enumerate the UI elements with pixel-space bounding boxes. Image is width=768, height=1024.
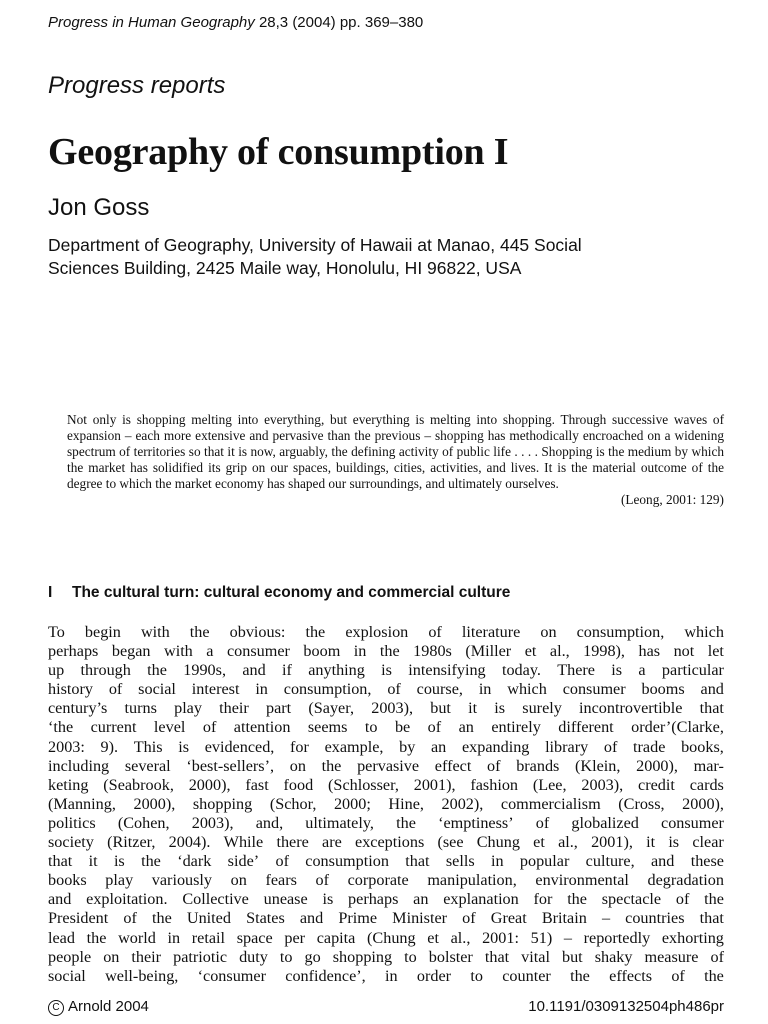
word: (Lee,	[532, 775, 567, 794]
word: different	[558, 718, 614, 737]
word: confidence’,	[285, 966, 366, 985]
word: cards	[689, 775, 724, 794]
word: 2003),	[581, 775, 624, 794]
word: the	[704, 966, 724, 985]
word: for	[290, 737, 309, 756]
word: patriotic	[173, 947, 228, 966]
word: is	[113, 852, 125, 871]
word: explosion	[345, 623, 409, 641]
section-label: Progress reports	[48, 72, 226, 99]
word: of	[710, 947, 724, 966]
word: sells	[445, 852, 475, 871]
word: not	[673, 642, 695, 661]
word: the	[704, 890, 724, 909]
word: ‘emptiness’	[438, 813, 514, 832]
body-line	[48, 738, 724, 757]
word: of	[487, 756, 501, 775]
journal-citation: 28,3 (2004) pp. 369–380	[258, 14, 424, 31]
word: their	[131, 947, 162, 966]
word: clear	[692, 833, 724, 852]
affiliation-line: Sciences Building, 2425 Maile way, Honolulu, HI 96822, USA	[48, 258, 522, 278]
word: order’(Clarke,	[631, 718, 724, 737]
word: 2002),	[441, 794, 484, 813]
word: unease	[263, 890, 308, 909]
word: in	[490, 852, 504, 871]
copyright-icon: C	[48, 1000, 64, 1016]
word: consumption	[305, 852, 389, 871]
word: through	[80, 661, 131, 680]
word: 2000),	[682, 794, 724, 813]
journal-name: Progress in Human Geography	[48, 14, 255, 31]
word: particular	[661, 661, 724, 680]
word: an	[431, 737, 447, 756]
word: on	[540, 623, 557, 641]
body-line	[48, 929, 724, 948]
word: fears	[265, 871, 297, 890]
word: which	[507, 680, 547, 699]
word: bolster	[428, 947, 473, 966]
word: world	[118, 928, 156, 947]
word: begin	[84, 623, 121, 641]
word: library	[545, 737, 589, 756]
word: the	[570, 966, 590, 985]
word: 51)	[530, 928, 553, 947]
word: to	[470, 966, 483, 985]
word: part	[266, 699, 292, 718]
word: and	[700, 680, 724, 699]
word: play	[105, 871, 134, 890]
word: well-being,	[105, 966, 179, 985]
word: shopping	[332, 947, 393, 966]
word: is	[322, 890, 334, 909]
body-line	[48, 795, 724, 814]
word: countries	[625, 909, 685, 928]
section-number: I	[48, 584, 53, 601]
word: commercialism	[500, 794, 601, 813]
word: are	[322, 833, 342, 852]
word: the	[567, 890, 587, 909]
word: variously	[151, 871, 213, 890]
word: 1990s,	[183, 661, 226, 680]
word: perhaps	[348, 890, 399, 909]
body-line	[48, 852, 724, 871]
word: up	[48, 661, 65, 680]
word: brands	[516, 756, 560, 775]
word: exhorting	[661, 928, 724, 947]
word: attention	[233, 718, 291, 737]
word: books	[48, 871, 87, 890]
word: history	[48, 680, 93, 699]
word: century’s	[48, 699, 108, 718]
word: the	[321, 756, 342, 775]
word: in	[167, 928, 181, 947]
word: (Ritzer,	[107, 833, 156, 852]
word: (Schor,	[269, 794, 317, 813]
word: –	[601, 909, 611, 928]
word: et	[533, 833, 545, 852]
word: be	[394, 718, 411, 737]
word: incontrovertible	[579, 699, 683, 718]
body-line	[48, 833, 724, 852]
body-line	[48, 680, 724, 699]
word: it	[468, 699, 478, 718]
body-line	[48, 967, 724, 986]
word: and	[48, 890, 72, 909]
word: obvious:	[229, 623, 286, 641]
word: per	[284, 928, 306, 947]
word: capita	[316, 928, 356, 947]
word: is	[611, 661, 623, 680]
word: social	[48, 966, 86, 985]
word: evidenced,	[204, 737, 275, 756]
word: and,	[255, 813, 284, 832]
word: of	[427, 718, 442, 737]
word: fashion	[470, 775, 519, 794]
word: 2003:	[48, 737, 85, 756]
word: shopping	[192, 794, 253, 813]
word: that	[48, 852, 73, 871]
word: to	[404, 947, 417, 966]
word: measure	[644, 947, 699, 966]
word: –	[563, 928, 572, 947]
word: 2003),	[371, 699, 414, 718]
word: ‘consumer	[197, 966, 266, 985]
word: but	[430, 699, 451, 718]
word: 2000),	[133, 794, 176, 813]
word: people	[48, 947, 92, 966]
word: boom	[303, 642, 341, 661]
word: example,	[324, 737, 384, 756]
word: 2001:	[482, 928, 519, 947]
word: 2000),	[636, 756, 678, 775]
word: on	[289, 756, 306, 775]
body-line	[48, 757, 724, 776]
word: exceptions	[355, 833, 425, 852]
word: duty	[239, 947, 268, 966]
word: is	[494, 699, 506, 718]
word: it	[88, 852, 98, 871]
word: the	[141, 852, 161, 871]
word: popular	[519, 852, 570, 871]
word: the	[305, 623, 326, 641]
word: in	[255, 680, 268, 699]
word: (Sayer,	[308, 699, 355, 718]
word: al.,	[549, 642, 570, 661]
word: of	[535, 813, 550, 832]
word: level	[153, 718, 186, 737]
body-line	[48, 871, 724, 890]
word: 1998),	[583, 642, 625, 661]
epigraph-citation: (Leong, 2001: 129)	[620, 492, 724, 508]
word: shaky	[594, 947, 633, 966]
word: Collective	[182, 890, 249, 909]
word: with	[164, 642, 193, 661]
word: President	[48, 909, 109, 928]
word: of	[428, 623, 442, 641]
body-line	[48, 948, 724, 967]
epigraph-quote	[67, 412, 724, 509]
word: (Manning,	[48, 794, 116, 813]
word: society	[48, 833, 94, 852]
word: manipulation,	[427, 871, 517, 890]
word: there	[276, 833, 309, 852]
word: 2000),	[188, 775, 231, 794]
word: politics	[48, 813, 96, 832]
word: several	[124, 756, 171, 775]
word: 2003),	[191, 813, 234, 832]
word: consumer	[562, 680, 626, 699]
word: degradation	[647, 871, 724, 890]
word: social	[138, 680, 176, 699]
word: counter	[502, 966, 551, 985]
body-line	[48, 776, 724, 795]
word: on	[103, 947, 120, 966]
word: including	[48, 756, 110, 775]
word: play	[174, 699, 202, 718]
word: course,	[416, 680, 463, 699]
word: in	[353, 642, 367, 661]
page-footer	[48, 998, 724, 1016]
body-line	[48, 909, 724, 928]
word: the	[189, 623, 210, 641]
word: ‘dark	[177, 852, 212, 871]
word: to	[279, 947, 293, 966]
word: the	[147, 661, 167, 680]
word: intensifying	[408, 661, 486, 680]
word: to	[364, 718, 378, 737]
running-header	[48, 14, 423, 31]
word: a	[206, 642, 214, 661]
word: is	[381, 661, 392, 680]
word: and	[242, 661, 266, 680]
word: credit	[638, 775, 675, 794]
word: vital	[521, 947, 550, 966]
word: Chung	[476, 833, 520, 852]
doi: 10.1191/0309132504ph486pr	[528, 998, 724, 1015]
word: 1980s	[413, 642, 452, 661]
word: 2004).	[168, 833, 211, 852]
word: order	[416, 966, 452, 985]
word: on	[230, 871, 247, 890]
word: et	[427, 928, 439, 947]
word: effects	[609, 966, 653, 985]
author-affiliation	[48, 234, 688, 280]
word: and	[299, 909, 324, 928]
word: Britain	[541, 909, 587, 928]
body-line	[48, 623, 724, 642]
author-name: Jon Goss	[48, 194, 150, 221]
word: has	[638, 642, 661, 661]
word: consumption,	[576, 623, 665, 641]
word: pervasive	[357, 756, 420, 775]
word: 2000;	[333, 794, 371, 813]
word: globalized	[571, 813, 639, 832]
word: culture,	[585, 852, 635, 871]
word: that	[405, 852, 430, 871]
word: Minister	[392, 909, 448, 928]
word: Great	[490, 909, 527, 928]
word: exploitation.	[86, 890, 168, 909]
word: al.,	[558, 833, 578, 852]
word: with	[140, 623, 170, 641]
word: but	[561, 947, 583, 966]
word: literature	[461, 623, 521, 641]
word: spectacle	[601, 890, 662, 909]
word: an	[458, 718, 474, 737]
word: This	[133, 737, 163, 756]
word: al.,	[450, 928, 471, 947]
word: which	[684, 623, 724, 641]
word: surely	[522, 699, 562, 718]
section-heading	[48, 584, 510, 602]
word: of	[202, 718, 217, 737]
word: (Cross,	[618, 794, 665, 813]
word: United	[186, 909, 231, 928]
word: (Schlosser,	[328, 775, 399, 794]
word: that	[699, 909, 724, 928]
word: food	[283, 775, 314, 794]
body-line	[48, 718, 724, 737]
word: the	[396, 813, 416, 832]
word: today.	[501, 661, 541, 680]
word: books,	[681, 737, 724, 756]
word: booms	[641, 680, 685, 699]
word: consumer	[661, 813, 724, 832]
word: effect	[434, 756, 472, 775]
word: of	[108, 680, 123, 699]
word: keting	[48, 775, 89, 794]
word: ultimately,	[305, 813, 374, 832]
word: (see	[437, 833, 464, 852]
word: began	[111, 642, 151, 661]
word: their	[219, 699, 249, 718]
word: ‘best-sellers’,	[186, 756, 275, 775]
word: 2001),	[591, 833, 633, 852]
word: side’	[227, 852, 260, 871]
word: mar-	[693, 756, 724, 775]
affiliation-line: Department of Geography, University of Hawaii at Manao, 445 Social	[48, 235, 582, 255]
word: lead	[48, 928, 75, 947]
word: it	[646, 833, 656, 852]
word: ‘the	[48, 718, 74, 737]
word: (Seabrook,	[103, 775, 174, 794]
word: that	[699, 699, 724, 718]
word: go	[304, 947, 321, 966]
copyright-holder: Arnold 2004	[68, 998, 149, 1015]
word: for	[533, 890, 553, 909]
word: that	[484, 947, 510, 966]
word: Hine,	[388, 794, 424, 813]
word: the	[151, 909, 172, 928]
word: trade	[633, 737, 666, 756]
word: of	[275, 852, 289, 871]
word: of	[675, 890, 690, 909]
word: of	[603, 737, 618, 756]
word: fast	[245, 775, 269, 794]
word: and	[651, 852, 675, 871]
article-page	[48, 0, 724, 1024]
word: environmental	[535, 871, 629, 890]
word: the	[86, 928, 107, 947]
word: a	[638, 661, 646, 680]
word: is	[178, 737, 190, 756]
word: by	[399, 737, 416, 756]
word: anything	[308, 661, 365, 680]
word: retail	[191, 928, 226, 947]
word: of	[671, 966, 685, 985]
body-line	[48, 642, 724, 661]
word: (Miller	[465, 642, 512, 661]
word: Prime	[338, 909, 378, 928]
word: space	[236, 928, 273, 947]
body-line	[48, 661, 724, 680]
word: in	[478, 680, 492, 699]
article-title: Geography of consumption I	[48, 131, 509, 173]
word: consumption,	[283, 680, 372, 699]
word: consumer	[226, 642, 290, 661]
word: seems	[307, 718, 348, 737]
word: (Chung	[367, 928, 416, 947]
word: of	[315, 871, 329, 890]
word: et	[524, 642, 537, 661]
word: (Cohen,	[117, 813, 170, 832]
word: an	[413, 890, 429, 909]
body-line	[48, 890, 724, 909]
word: of	[123, 909, 137, 928]
section-title: The cultural turn: cultural economy and commercial culture	[72, 584, 511, 601]
word: explanation	[443, 890, 519, 909]
word: To	[48, 623, 65, 641]
word: current	[90, 718, 137, 737]
word: States	[246, 909, 285, 928]
word: expanding	[461, 737, 530, 756]
word: of	[387, 680, 401, 699]
body-line	[48, 814, 724, 833]
word: in	[385, 966, 398, 985]
word: if	[282, 661, 292, 680]
word: 9).	[100, 737, 119, 756]
epigraph-text: Not only is shopping melting into everything, but everything is melting into shopping. Through successive waves of expansion – each more extensive and pervasive than the previous – shopping has methodically encroached on a widening spectrum of territories so that it is now, arguably, the defining activity of public life . . . . Shopping is the medium by which the market has solidified its grip on our spaces, buildings, cities, activities, and lives. It is the material outcome of the degree to which the market economy has shaped our surroundings, and ultimately ourselves.	[67, 412, 724, 492]
word: perhaps	[48, 642, 99, 661]
word: 2001),	[413, 775, 456, 794]
word: is	[668, 833, 680, 852]
body-paragraph	[48, 623, 724, 986]
word: of	[462, 909, 476, 928]
word: entirely	[491, 718, 541, 737]
word: turns	[124, 699, 157, 718]
word: reportedly	[583, 928, 651, 947]
word: (Klein,	[575, 756, 621, 775]
word: these	[690, 852, 724, 871]
word: let	[707, 642, 724, 661]
copyright-notice	[48, 998, 149, 1016]
word: corporate	[347, 871, 409, 890]
word: While	[223, 833, 264, 852]
word: interest	[191, 680, 240, 699]
word: There	[557, 661, 595, 680]
word: the	[379, 642, 400, 661]
body-line	[48, 699, 724, 718]
